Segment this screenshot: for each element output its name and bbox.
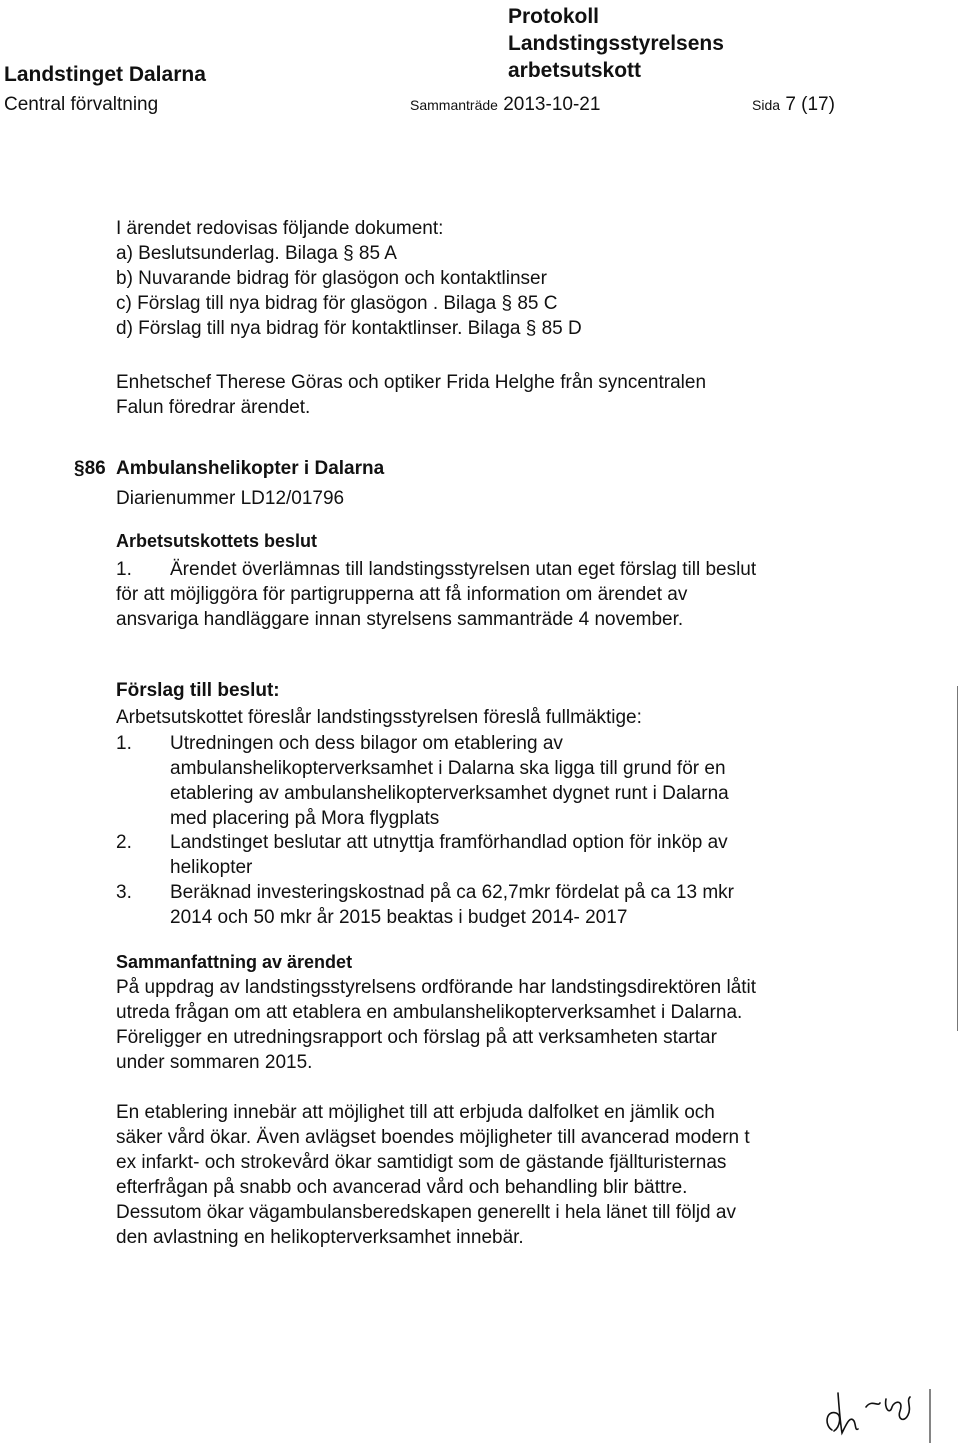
summary-p2-line: En etablering innebär att möjlighet till att erbjuda dalfolket en jämlik och	[116, 1102, 715, 1123]
handwritten-initials	[820, 1385, 935, 1445]
summary-p1-line: utreda frågan om att etablera en ambulanshelikopterverksamhet i Dalarna.	[116, 1002, 743, 1023]
summary-p2-line: den avlastning en helikopterverksamhet innebär.	[116, 1227, 524, 1248]
section-title: Ambulanshelikopter i Dalarna	[116, 458, 385, 479]
summary-p1-line: På uppdrag av landstingsstyrelsens ordförande har landstingsdirektören låtit	[116, 977, 757, 998]
proposal-item-line: 2014 och 50 mkr år 2015 beaktas i budget 2014- 2017	[170, 907, 628, 928]
proposal-item-3	[116, 880, 836, 930]
doc-item-b: b) Nuvarande bidrag för glasögon och kontaktlinser	[116, 268, 547, 289]
proposal-item-line: Landstinget beslutar att utnyttja framförhandlad option för inköp av	[170, 832, 728, 853]
decision-item	[116, 557, 836, 632]
meeting-date: 2013-10-21	[503, 94, 601, 115]
summary-p2-line: efterfrågan på snabb och avancerad vård och behandling blir bättre.	[116, 1177, 688, 1198]
committee-name-line1: Landstingsstyrelsens	[508, 32, 724, 55]
margin-rule	[957, 686, 958, 1031]
proposal-item-line: med placering på Mora flygplats	[170, 808, 440, 829]
page-value: 7 (17)	[785, 94, 835, 115]
proposal-lead: Arbetsutskottet föreslår landstingsstyrelsen föreslå fullmäktige:	[116, 707, 642, 728]
proposal-item-1	[116, 731, 836, 831]
department-name: Central förvaltning	[4, 94, 159, 115]
proposal-heading: Förslag till beslut:	[116, 680, 280, 701]
summary-heading: Sammanfattning av ärendet	[116, 952, 353, 972]
section-number: §86	[74, 458, 106, 479]
proposal-item-line: ambulanshelikopterverksamhet i Dalarna ska ligga till grund för en	[170, 758, 726, 779]
proposal-item-number: 1.	[116, 733, 132, 754]
organization-name: Landstinget Dalarna	[4, 63, 206, 86]
doc-item-c: c) Förslag till nya bidrag för glasögon . Bilaga § 85 C	[116, 293, 558, 314]
proposal-item-2	[116, 830, 836, 880]
intro-lead: I ärendet redovisas följande dokument:	[116, 218, 444, 239]
proposal-item-line: Utredningen och dess bilagor om etablering av	[170, 733, 563, 754]
diary-number: Diarienummer LD12/01796	[116, 488, 345, 509]
meeting-info	[410, 94, 600, 116]
document-type: Protokoll	[508, 5, 600, 28]
summary-p2-line: ex infarkt- och strokevård ökar samtidigt som de gästande fjällturisternas	[116, 1152, 727, 1173]
proposal-item-number: 2.	[116, 832, 132, 853]
decision-heading: Arbetsutskottets beslut	[116, 531, 318, 551]
page-label: Sida	[752, 97, 781, 113]
proposal-item-line: etablering av ambulanshelikopterverksamhet dygnet runt i Dalarna	[170, 783, 729, 804]
presenter-line-2: Falun föredrar ärendet.	[116, 397, 311, 418]
proposal-item-line: helikopter	[170, 857, 253, 878]
decision-number: 1.	[116, 559, 132, 580]
proposal-item-line: Beräknad investeringskostnad på ca 62,7mkr fördelat på ca 13 mkr	[170, 882, 734, 903]
summary-p1-line: Föreligger en utredningsrapport och förslag på att verksamheten startar	[116, 1027, 717, 1048]
doc-item-a: a) Beslutsunderlag. Bilaga § 85 A	[116, 243, 397, 264]
decision-line-1: Ärendet överlämnas till landstingsstyrelsen utan eget förslag till beslut	[170, 559, 757, 580]
decision-line-2: för att möjliggöra för partigrupperna att få information om ärendet av	[116, 584, 688, 605]
committee-name-line2: arbetsutskott	[508, 59, 642, 82]
decision-line-3: ansvariga handläggare innan styrelsens sammanträde 4 november.	[116, 609, 684, 630]
summary-p2-line: säker vård ökar. Även avlägset boendes möjligheter till avancerad modern t	[116, 1127, 750, 1148]
proposal-item-number: 3.	[116, 882, 132, 903]
meeting-label: Sammanträde	[410, 97, 498, 113]
doc-item-d: d) Förslag till nya bidrag för kontaktlinser. Bilaga § 85 D	[116, 318, 582, 339]
page-indicator	[752, 94, 835, 116]
summary-p1-line: under sommaren 2015.	[116, 1052, 313, 1073]
summary-p2-line: Dessutom ökar vägambulansberedskapen generellt i hela länet till följd av	[116, 1202, 736, 1223]
presenter-line-1: Enhetschef Therese Göras och optiker Frida Helghe från syncentralen	[116, 372, 707, 393]
